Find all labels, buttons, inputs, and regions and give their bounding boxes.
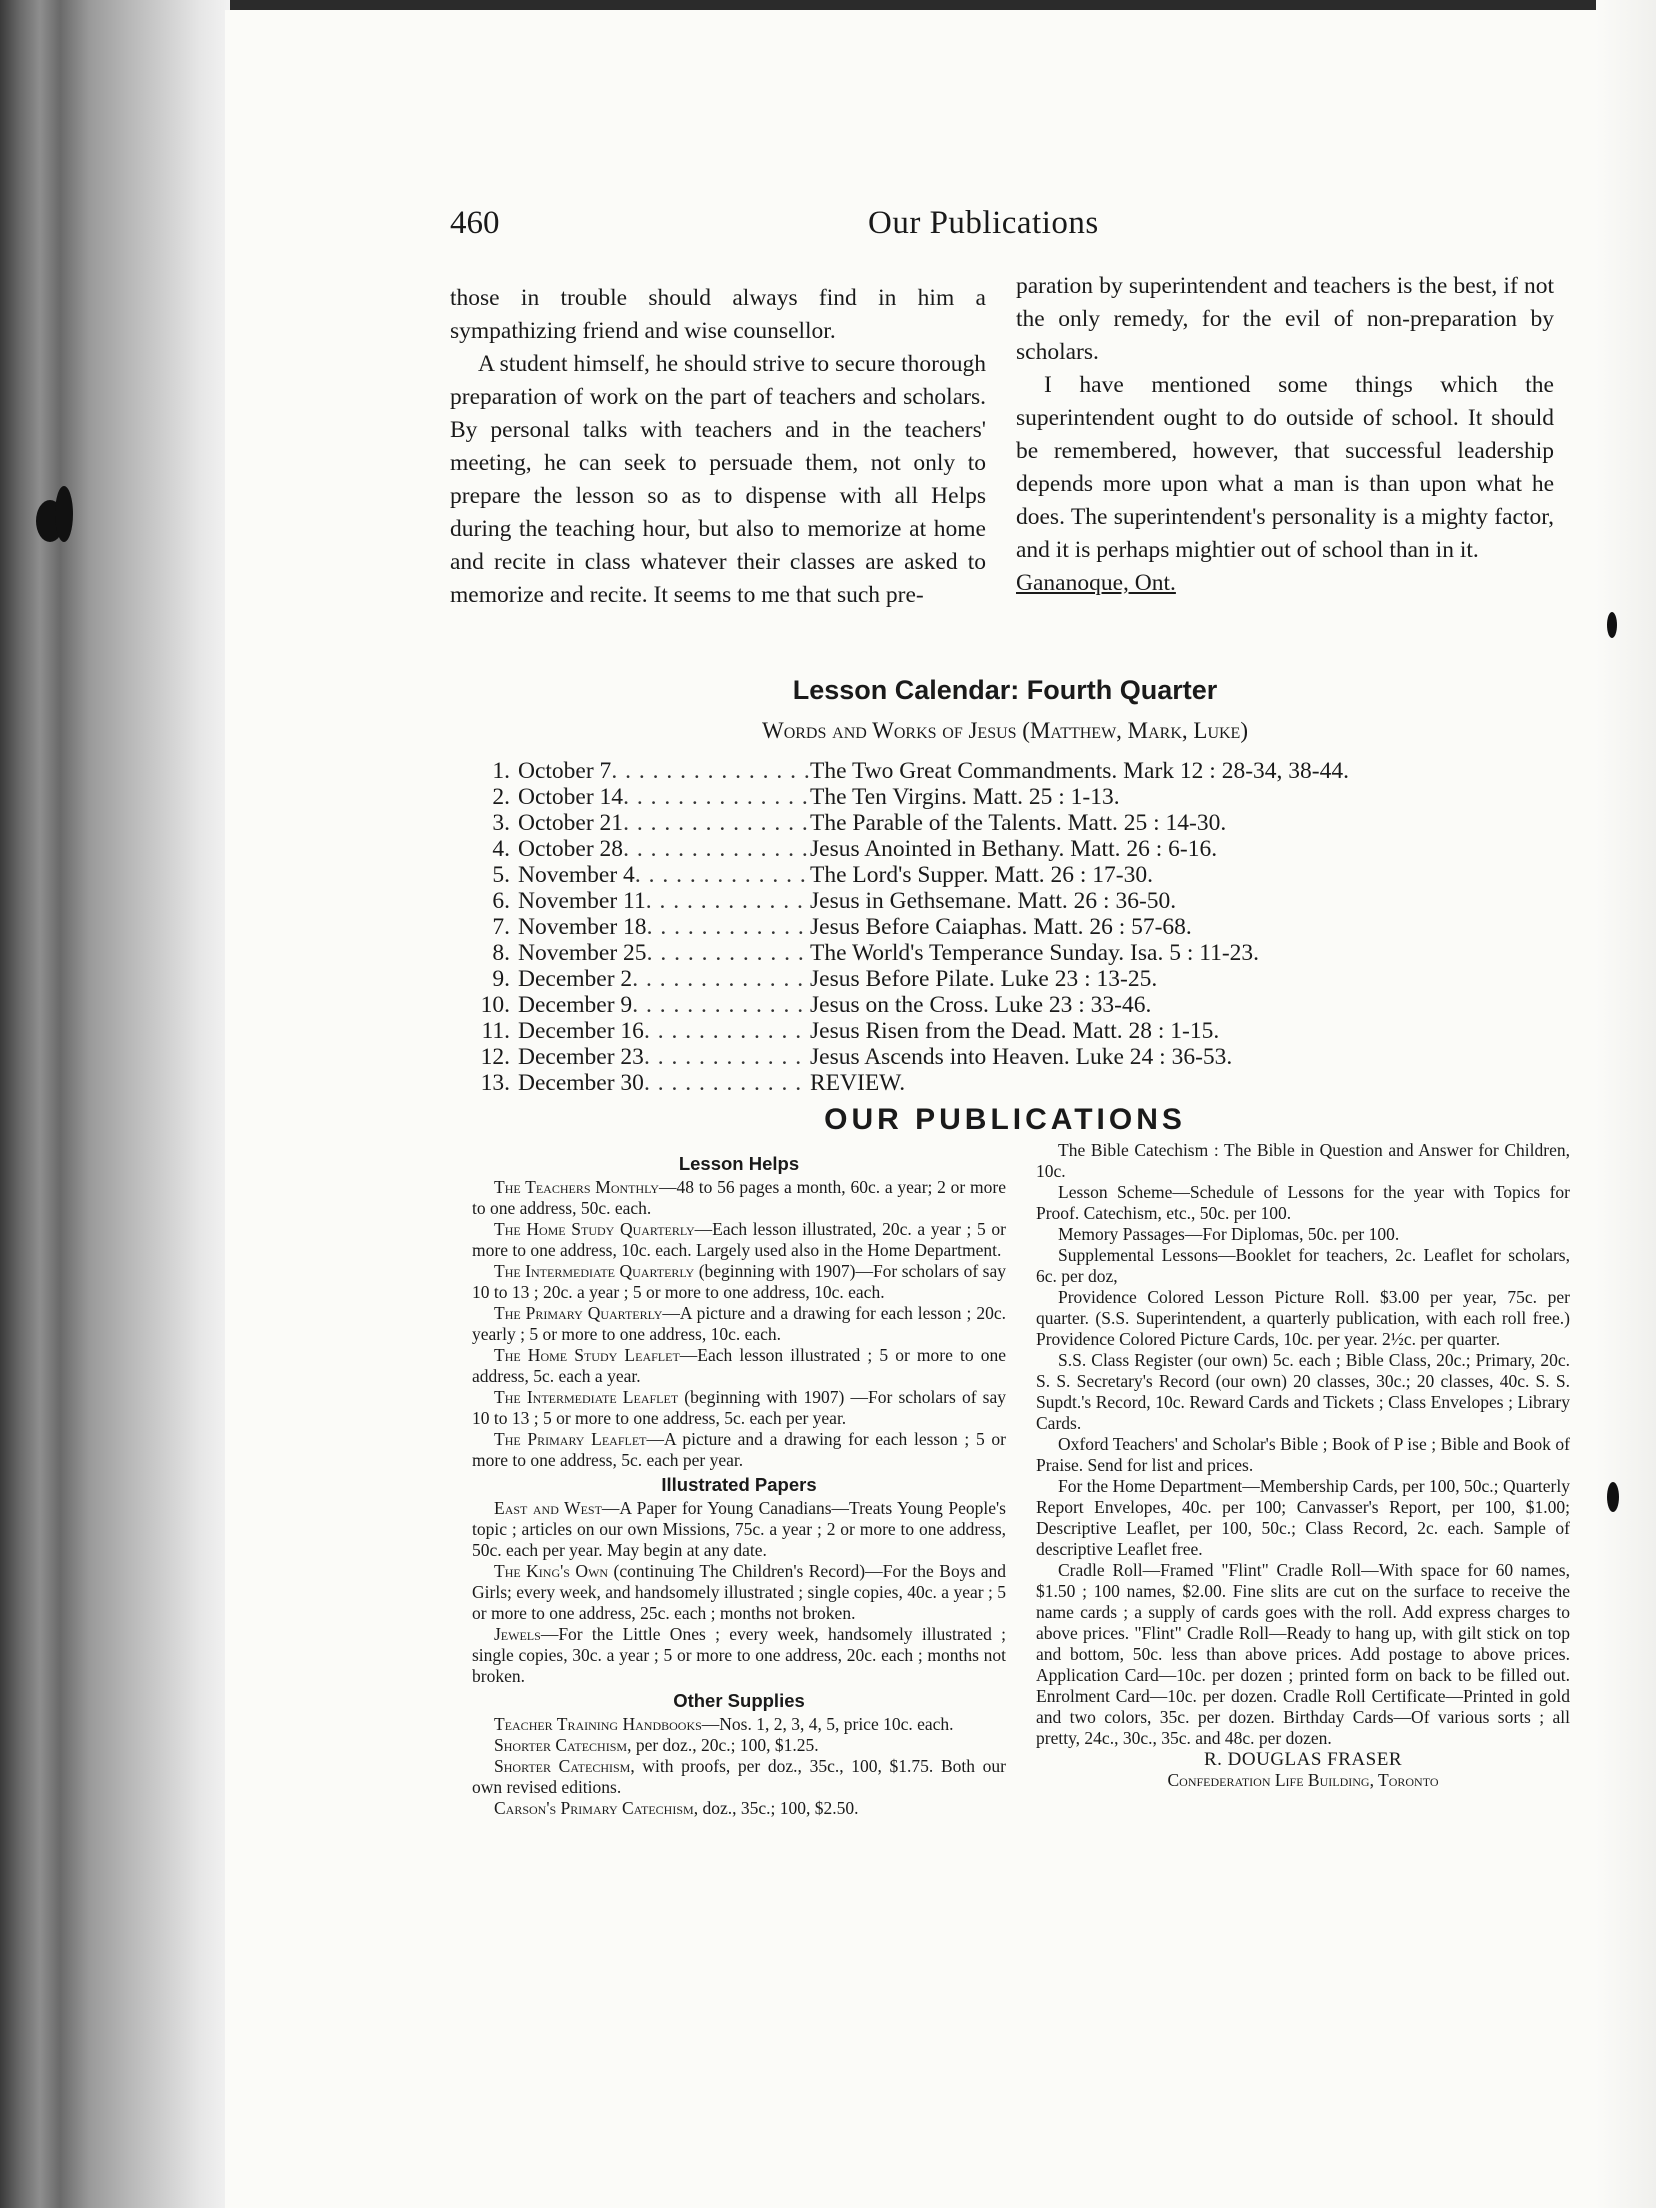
lesson-date: November 25 bbox=[518, 940, 647, 966]
lesson-date-cell bbox=[470, 758, 810, 784]
publication-name: East and West bbox=[494, 1498, 602, 1518]
publication-details: —Each lesson illustrated ; 5 or more to one address, 5c. each a year. bbox=[472, 1345, 1007, 1386]
lesson-helps-list bbox=[472, 1177, 1006, 1471]
lesson-number: 3. bbox=[492, 810, 510, 836]
lesson-number: 2. bbox=[492, 784, 510, 810]
publication-entry bbox=[472, 1714, 1006, 1735]
lesson-calendar-list bbox=[470, 758, 1570, 1096]
lesson-row bbox=[470, 992, 1570, 1018]
publication-entry: Supplemental Lessons—Booklet for teachers, 2c. Leaflet for scholars, 6c. per doz, bbox=[1036, 1245, 1570, 1286]
publications-title: OUR PUBLICATIONS bbox=[824, 1103, 1186, 1136]
lesson-date: November 18 bbox=[518, 914, 647, 940]
binding-blot bbox=[55, 486, 73, 542]
publication-name: The Teachers Monthly bbox=[494, 1177, 659, 1197]
publication-name: Shorter Catechism bbox=[494, 1735, 628, 1755]
publication-name: The King's Own bbox=[494, 1561, 609, 1581]
publication-entry bbox=[472, 1756, 1006, 1798]
lesson-row bbox=[470, 758, 1570, 784]
section-heading: Other Supplies bbox=[673, 1690, 805, 1711]
lesson-row bbox=[470, 940, 1570, 966]
lesson-row bbox=[470, 836, 1570, 862]
lesson-date: December 2 bbox=[518, 966, 633, 992]
publications-right-column bbox=[1036, 1140, 1570, 1791]
signature-place: Gananoque, Ont. bbox=[1016, 570, 1176, 596]
lesson-number: 5. bbox=[492, 862, 510, 888]
lesson-title: The World's Temperance Sunday. Isa. 5 : 11-23. bbox=[810, 940, 1260, 966]
lesson-date-cell bbox=[470, 1070, 810, 1096]
publication-entry bbox=[472, 1345, 1006, 1387]
lesson-number: 1. bbox=[492, 758, 510, 784]
publication-entry bbox=[472, 1624, 1006, 1687]
leader-dots bbox=[623, 784, 810, 810]
page-header bbox=[450, 205, 1560, 255]
publication-name: Jewels bbox=[494, 1624, 541, 1644]
publications-left-column bbox=[472, 1150, 1006, 1819]
publication-entry bbox=[472, 1387, 1006, 1429]
paragraph: those in trouble should always find in him a sympathizing friend and wise counsellor. bbox=[450, 285, 986, 344]
lesson-title: Jesus on the Cross. Luke 23 : 33-46. bbox=[810, 992, 1152, 1018]
lesson-date-cell bbox=[470, 784, 810, 810]
illustrated-papers-list bbox=[472, 1498, 1006, 1687]
lesson-date: October 14 bbox=[518, 784, 624, 810]
lesson-date: October 21 bbox=[518, 810, 624, 836]
lesson-title: Jesus Risen from the Dead. Matt. 28 : 1-15. bbox=[810, 1018, 1220, 1044]
publication-details: , doz., 35c.; 100, $2.50. bbox=[693, 1798, 859, 1818]
lesson-title: The Lord's Supper. Matt. 26 : 17-30. bbox=[810, 862, 1153, 888]
page-right-edge bbox=[1596, 0, 1656, 2208]
publication-details: , with proofs, per doz., 35c., 100, $1.75. Both our own revised editions. bbox=[472, 1756, 1006, 1797]
lesson-row bbox=[470, 1018, 1570, 1044]
leader-dots bbox=[635, 862, 810, 888]
lesson-date: November 11 bbox=[518, 888, 646, 914]
lesson-title: Jesus Before Caiaphas. Matt. 26 : 57-68. bbox=[810, 914, 1192, 940]
lesson-title: Jesus in Gethsemane. Matt. 26 : 36-50. bbox=[810, 888, 1177, 914]
section-heading: Illustrated Papers bbox=[661, 1474, 817, 1495]
lesson-date: December 9 bbox=[518, 992, 633, 1018]
lesson-date: December 30 bbox=[518, 1070, 644, 1096]
publication-entry: For the Home Department—Membership Cards, per 100, 50c.; Quarterly Report Envelopes, 40c. per 100; Canvasser's Report, per 100, $1.00; Descriptive Leaflet, per 100, 50c.; Class Record, 2c. each. Sample of descriptive Leaflet free. bbox=[1036, 1476, 1570, 1559]
lesson-row bbox=[470, 914, 1570, 940]
leader-dots bbox=[623, 836, 810, 862]
publication-entry bbox=[472, 1219, 1006, 1261]
lesson-title: Jesus Anointed in Bethany. Matt. 26 : 6-16. bbox=[810, 836, 1218, 862]
page-number: 460 bbox=[450, 205, 500, 241]
publication-details: —A picture and a drawing for each lesson ; 20c. yearly ; 5 or more to one address, 10c. each. bbox=[472, 1303, 1006, 1344]
lesson-date-cell bbox=[470, 914, 810, 940]
publication-name: Teacher Training Handbooks bbox=[494, 1714, 702, 1734]
publication-name: The Intermediate Leaflet bbox=[494, 1387, 679, 1407]
leader-dots bbox=[646, 888, 810, 914]
paragraph: I have mentioned some things which the superintendent ought to do outside of school. It should be remembered, however, that successful leadership depends more upon what a man is than upon what he does. The superintendent's personality is a mighty factor, and it is perhaps mightier out of school than in it. bbox=[1016, 372, 1554, 563]
lesson-row bbox=[470, 862, 1570, 888]
lesson-date-cell bbox=[470, 1018, 810, 1044]
lesson-date-cell bbox=[470, 966, 810, 992]
publication-entry: Providence Colored Lesson Picture Roll. $3.00 per year, 75c. per quarter. (S.S. Superintendent, a quarterly publication, with each roll free.) Providence Colored Picture Cards, 10c. per year. 2½c. per quarter. bbox=[1036, 1287, 1570, 1349]
leader-dots bbox=[611, 758, 810, 784]
lesson-date-cell bbox=[470, 888, 810, 914]
lesson-date-cell bbox=[470, 992, 810, 1018]
lesson-title: REVIEW. bbox=[810, 1070, 906, 1096]
leader-dots bbox=[623, 810, 810, 836]
publisher-name: R. DOUGLAS FRASER bbox=[1203, 1749, 1402, 1770]
lesson-number: 13. bbox=[480, 1070, 510, 1096]
leader-dots bbox=[644, 1070, 810, 1096]
lesson-date-cell bbox=[470, 862, 810, 888]
paragraph: A student himself, he should strive to secure thorough preparation of work on the part of teachers and scholars. By personal talks with teachers and in the teachers' meeting, he can seek to persuade them, not only to prepare the lesson so as to dispense with all Helps during the teaching hour, but also to memorize at home and recite in class whatever their classes are asked to memorize and recite. It seems to me that such pre- bbox=[450, 351, 986, 608]
lesson-title: Jesus Before Pilate. Luke 23 : 13-25. bbox=[810, 966, 1158, 992]
section-heading: Lesson Helps bbox=[678, 1153, 800, 1174]
lesson-number: 7. bbox=[492, 914, 510, 940]
lesson-title: The Ten Virgins. Matt. 25 : 1-13. bbox=[810, 784, 1120, 810]
publication-entry: Oxford Teachers' and Scholar's Bible ; Book of P ise ; Bible and Book of Praise. Send for list and prices. bbox=[1036, 1434, 1570, 1475]
lesson-number: 12. bbox=[480, 1044, 510, 1070]
lesson-row bbox=[470, 966, 1570, 992]
publication-details: —For the Little Ones ; every week, handsomely illustrated ; single copies, 30c. a year ; 5 or more to one address, 20c. each ; months not broken. bbox=[472, 1624, 1006, 1686]
lesson-date: October 28 bbox=[518, 836, 624, 862]
leader-dots bbox=[632, 966, 810, 992]
supplies-list bbox=[1036, 1140, 1570, 1749]
calendar-subtitle: Words and Works of Jesus (Matthew, Mark, Luke) bbox=[762, 718, 1248, 743]
lesson-number: 9. bbox=[492, 966, 510, 992]
lesson-number: 4. bbox=[492, 836, 510, 862]
lesson-date: December 16 bbox=[518, 1018, 644, 1044]
publication-name: The Intermediate Quarterly bbox=[494, 1261, 695, 1281]
publication-details: , per doz., 20c.; 100, $1.25. bbox=[627, 1735, 819, 1755]
publication-details: —Each lesson illustrated, 20c. a year ; 5 or more to one address, 10c. each. Largely used also in the Home Department. bbox=[472, 1219, 1006, 1260]
lesson-number: 6. bbox=[492, 888, 510, 914]
lesson-row bbox=[470, 784, 1570, 810]
lesson-date: November 4 bbox=[518, 862, 635, 888]
lesson-date: December 23 bbox=[518, 1044, 644, 1070]
publication-entry bbox=[472, 1735, 1006, 1756]
page-blot bbox=[1607, 1482, 1619, 1512]
leader-dots bbox=[647, 914, 810, 940]
publication-details: —Nos. 1, 2, 3, 4, 5, price 10c. each. bbox=[701, 1714, 954, 1734]
lesson-row bbox=[470, 1044, 1570, 1070]
lesson-title: Jesus Ascends into Heaven. Luke 24 : 36-53. bbox=[810, 1044, 1233, 1070]
publication-entry: Cradle Roll—Framed "Flint" Cradle Roll—With space for 60 names, $1.50 ; 100 names, $2.00. Fine slits are cut on the surface to receive the name cards ; a supply of cards goes with the roll. Add express charges to above prices. "Flint" Cradle Roll—Ready to hang up, with gilt stick on top and bottom, 50c. less than above prices. Add postage to above prices. Application Card—10c. per dozen ; printed form on back to be filled out. Enrolment Card—10c. per dozen. Cradle Roll Certificate—Printed in gold and two colors, 35c. per dozen. Birthday Cards—Of various sorts ; all pretty, 24c., 30c., 35c. and 48c. per dozen. bbox=[1036, 1560, 1570, 1748]
article-left-column bbox=[450, 282, 986, 612]
lesson-number: 10. bbox=[480, 992, 510, 1018]
lesson-title: The Parable of the Talents. Matt. 25 : 14-30. bbox=[810, 810, 1227, 836]
publication-name: The Primary Leaflet bbox=[494, 1429, 647, 1449]
publication-details: —A Paper for Young Canadians—Treats Young People's topic ; articles on our own Missions, 75c. a year ; 2 or more to one address, 50c. each per year. May begin at any date. bbox=[472, 1498, 1006, 1560]
publisher-address: Confederation Life Building, Toronto bbox=[1167, 1770, 1439, 1790]
publication-details: (beginning with 1907)—For scholars of say 10 to 13 ; 20c. a year ; 5 or more to one address, 10c. each. bbox=[472, 1261, 1006, 1302]
leader-dots bbox=[632, 992, 810, 1018]
publication-entry: Lesson Scheme—Schedule of Lessons for the year with Topics for Proof. Catechism, etc., 50c. per 100. bbox=[1036, 1182, 1570, 1223]
lesson-row bbox=[470, 1070, 1570, 1096]
running-title: Our Publications bbox=[868, 205, 1099, 241]
publication-details: (beginning with 1907) —For scholars of say 10 to 13 ; 5 or more to one address, 5c. each per year. bbox=[472, 1387, 1006, 1428]
lesson-number: 8. bbox=[492, 940, 510, 966]
publication-name: Shorter Catechism bbox=[494, 1756, 631, 1776]
publication-entry: The Bible Catechism : The Bible in Question and Answer for Children, 10c. bbox=[1036, 1140, 1570, 1181]
publication-name: The Home Study Leaflet bbox=[494, 1345, 680, 1365]
publication-entry bbox=[472, 1798, 1006, 1819]
publication-entry bbox=[472, 1561, 1006, 1624]
calendar-title: Lesson Calendar: Fourth Quarter bbox=[792, 675, 1218, 705]
lesson-date-cell bbox=[470, 940, 810, 966]
publication-entry bbox=[472, 1261, 1006, 1303]
publication-name: Carson's Primary Catechism bbox=[494, 1798, 694, 1818]
publication-entry: Memory Passages—For Diplomas, 50c. per 100. bbox=[1058, 1224, 1400, 1244]
lesson-title: The Two Great Commandments. Mark 12 : 28-34, 38-44. bbox=[810, 758, 1349, 784]
lesson-date: October 7 bbox=[518, 758, 612, 784]
publication-entry: S.S. Class Register (our own) 5c. each ; Bible Class, 20c.; Primary, 20c. S. S. Secretary's Record (our own) 20 classes, 30c.; 20 classes, 40c. S. S. Supdt.'s Record, 10c. Reward Cards and Tickets ; Class Envelopes ; Library Cards. bbox=[1036, 1350, 1570, 1433]
leader-dots bbox=[647, 940, 810, 966]
lesson-row bbox=[470, 810, 1570, 836]
lesson-date-cell bbox=[470, 810, 810, 836]
book-binding-edge bbox=[0, 0, 230, 2208]
leader-dots bbox=[644, 1044, 810, 1070]
publication-name: The Primary Quarterly bbox=[494, 1303, 663, 1323]
publication-entry bbox=[472, 1429, 1006, 1471]
lesson-row bbox=[470, 888, 1570, 914]
page-blot bbox=[1607, 612, 1617, 638]
other-supplies-list bbox=[472, 1714, 1006, 1819]
leader-dots bbox=[644, 1018, 810, 1044]
publication-details: —A picture and a drawing for each lesson ; 5 or more to one address, 5c. each per year. bbox=[472, 1429, 1006, 1470]
publication-name: The Home Study Quarterly bbox=[494, 1219, 695, 1239]
lesson-date-cell bbox=[470, 1044, 810, 1070]
paragraph: paration by superintendent and teachers is the best, if not the only remedy, for the evil of non-preparation by scholars. bbox=[1016, 273, 1554, 365]
publication-entry bbox=[472, 1498, 1006, 1561]
publication-details: (continuing The Children's Record)—For the Boys and Girls; every week, and handsomely illustrated ; single copies, 40c. a year ; 5 or more to one address, 25c. each ; months not broken. bbox=[472, 1561, 1006, 1623]
lesson-number: 11. bbox=[481, 1018, 510, 1044]
publication-entry bbox=[472, 1303, 1006, 1345]
article-right-column bbox=[1016, 270, 1554, 600]
publication-entry bbox=[472, 1177, 1006, 1219]
publication-details: —48 to 56 pages a month, 60c. a year; 2 or more to one address, 50c. each. bbox=[472, 1177, 1006, 1218]
lesson-date-cell bbox=[470, 836, 810, 862]
